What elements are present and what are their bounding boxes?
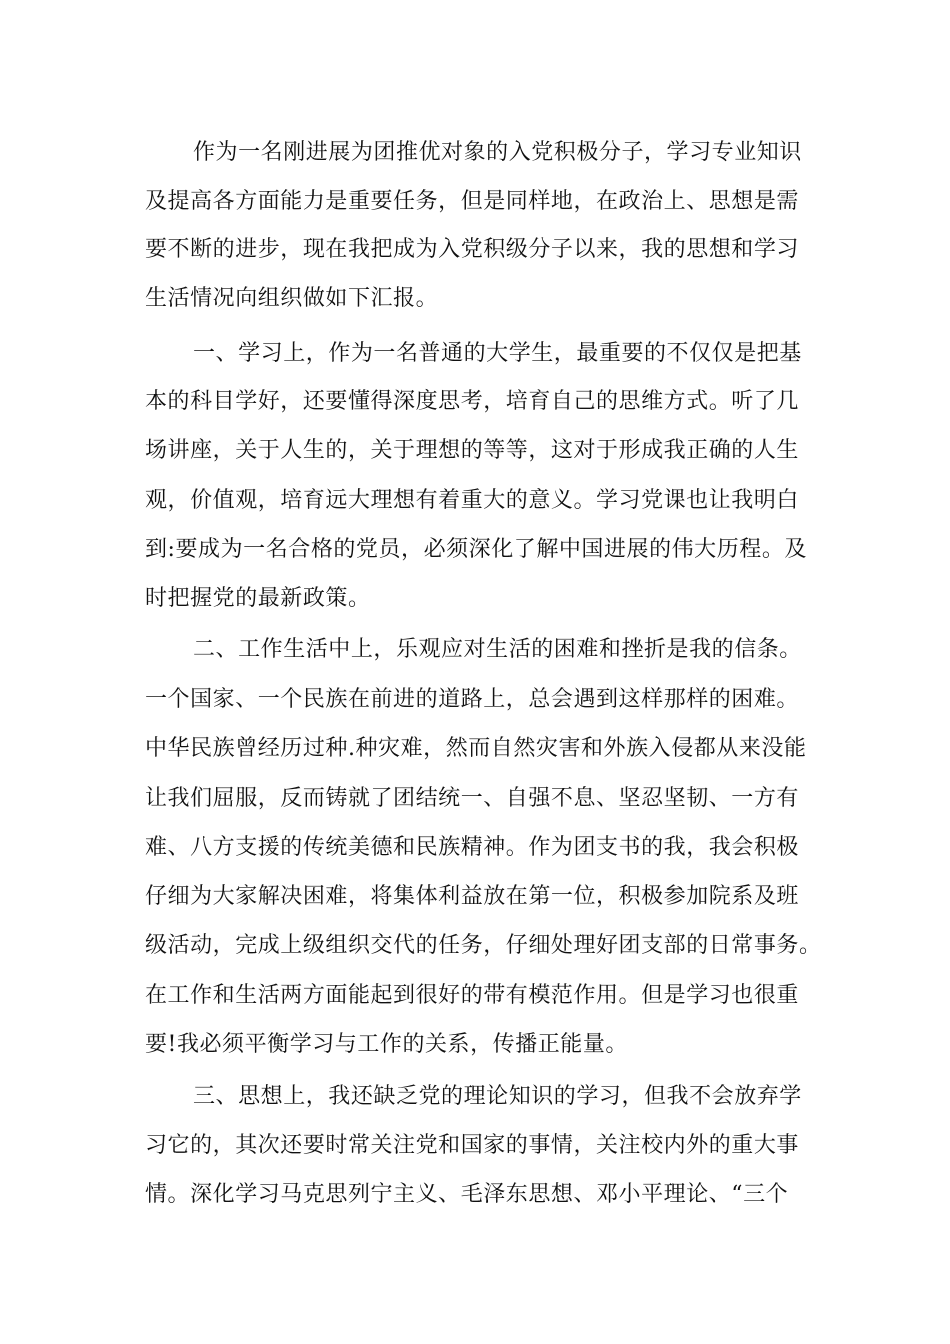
paragraph-3-line-3: 中华民族曾经历过种.种灾难，然而自然灾害和外族入侵都从来没能 — [145, 736, 807, 761]
paragraph-3-line-1: 二、工作生活中上，乐观应对生活的困难和挫折是我的信条。 — [193, 637, 802, 662]
paragraph-2-line-1: 一、学习上，作为一名普通的大学生，最重要的不仅仅是把基 — [193, 341, 802, 366]
paragraph-1-line-2: 及提高各方面能力是重要任务，但是同样地，在政治上、思想是需 — [145, 189, 799, 214]
paragraph-2-line-3: 场讲座，关于人生的，关于理想的等等，这对于形成我正确的人生 — [145, 438, 799, 463]
paragraph-3-line-2: 一个国家、一个民族在前进的道路上，总会遇到这样那样的困难。 — [145, 687, 799, 712]
paragraph-3-line-8: 在工作和生活两方面能起到很好的带有模范作用。但是学习也很重 — [145, 983, 799, 1008]
paragraph-2-line-5: 到:要成为一名合格的党员，必须深化了解中国进展的伟大历程。及 — [145, 537, 807, 562]
paragraph-1-line-1: 作为一名刚进展为团推优对象的入党积极分子，学习专业知识 — [193, 140, 802, 165]
paragraph-1-line-4: 生活情况向组织做如下汇报。 — [145, 286, 439, 311]
paragraph-3-line-6: 仔细为大家解决困难，将集体利益放在第一位，积极参加院系及班 — [145, 884, 799, 909]
paragraph-1-line-3: 要不断的进步，现在我把成为入党积级分子以来，我的思想和学习 — [145, 237, 799, 262]
paragraph-2-line-2: 本的科目学好，还要懂得深度思考，培育自己的思维方式。听了几 — [145, 389, 799, 414]
paragraph-3-line-4: 让我们屈服，反而铸就了团结统一、自强不息、坚忍坚韧、一方有 — [145, 786, 799, 811]
paragraph-3-line-5: 难、八方支援的传统美德和民族精神。作为团支书的我，我会积极 — [145, 835, 799, 860]
paragraph-4-line-1: 三、思想上，我还缺乏党的理论知识的学习，但我不会放弃学 — [193, 1084, 802, 1109]
paragraph-4-line-2: 习它的，其次还要时常关注党和国家的事情，关注校内外的重大事 — [145, 1133, 799, 1158]
paragraph-3-line-7: 级活动，完成上级组织交代的任务，仔细处理好团支部的日常事务。 — [145, 933, 822, 958]
paragraph-4-line-3: 情。深化学习马克思列宁主义、毛泽东思想、邓小平理论、“三个 — [145, 1182, 789, 1207]
paragraph-2-line-4: 观，价值观，培育远大理想有着重大的意义。学习党课也让我明白 — [145, 488, 799, 513]
paragraph-2-line-6: 时把握党的最新政策。 — [145, 586, 371, 611]
paragraph-3-line-9: 要!我必须平衡学习与工作的关系，传播正能量。 — [145, 1032, 628, 1057]
